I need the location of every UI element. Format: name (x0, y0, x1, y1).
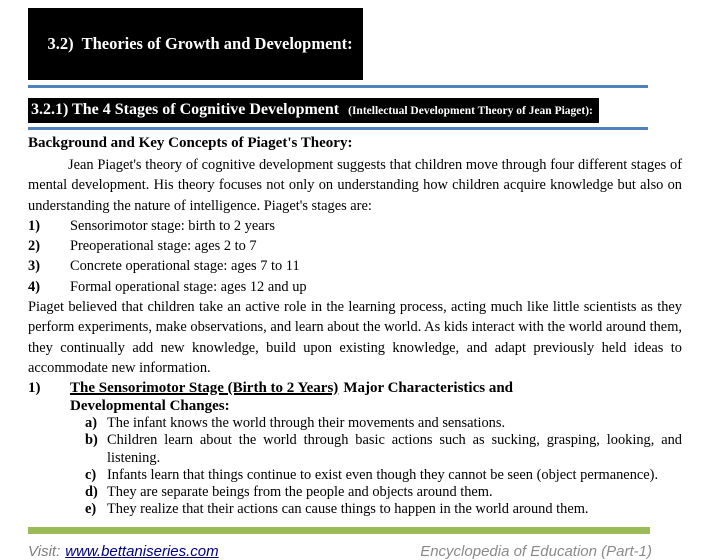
list-number: 4) (28, 278, 40, 295)
blue-divider-rule-second (28, 127, 648, 130)
list-item-stage-4 (28, 277, 682, 297)
list-item-text: Children learn about the world through basic actions such as sucking, grasping, looking, and listening. (107, 432, 682, 466)
section-title-line2: Developmental Changes: (70, 397, 230, 414)
section-heading-text: 3.2) Theories of Growth and Development: (47, 34, 353, 53)
list-letter: e) (85, 501, 97, 518)
background-subheading: Background and Key Concepts of Piaget's Theory: (28, 135, 353, 151)
list-item-text: Concrete operational stage: ages 7 to 11 (70, 258, 300, 275)
footer-green-bar (28, 527, 650, 534)
list-number: 2) (28, 238, 40, 255)
belief-paragraph: Piaget believed that children take an active role in the learning process, acting much like little scientists as they perform experiments, make observations, and learn about the world. As kids interact with the world around them, they continually add new knowledge, build upon existing knowledge, and adapt previously held ideas to accommodate new information. (28, 299, 682, 376)
list-item-text: Infants learn that things continue to exist even though they cannot be seen (object permanence). (107, 466, 659, 483)
footer-visit-group (28, 543, 219, 560)
list-number: 3) (28, 258, 40, 275)
list-item-text: They realize that their actions can cause things to happen in the world around them. (107, 501, 589, 518)
characteristic-item-c (85, 467, 682, 484)
section-heading-highlight (28, 8, 363, 80)
list-letter: a) (85, 415, 97, 432)
visit-label: Visit: (28, 543, 61, 560)
list-item-stage-1 (28, 216, 682, 236)
list-letter: d) (85, 484, 98, 501)
list-item-stage-3 (28, 256, 682, 276)
list-item-text: The infant knows the world through their movements and sensations. (107, 415, 506, 432)
subsection-heading-text: 3.2.1) The 4 Stages of Cognitive Development (31, 101, 340, 118)
section-title-rest: Major Characteristics and (343, 380, 513, 397)
website-link[interactable]: www.bettaniseries.com (65, 543, 219, 560)
edition-title: Encyclopedia of Education (Part-1) (420, 543, 652, 560)
list-item-text: They are separate beings from the people and objects around them. (107, 484, 493, 501)
subsection-heading-highlight (28, 98, 599, 123)
subsection-heading-note: (Intellectual Development Theory of Jean Piaget): (348, 105, 593, 117)
section-title (70, 380, 513, 415)
page-footer (28, 543, 652, 560)
section-number: 1) (28, 380, 41, 397)
characteristic-item-e (85, 501, 682, 518)
list-letter: c) (85, 466, 97, 483)
list-item-stage-2 (28, 236, 682, 256)
section-title-underlined: The Sensorimotor Stage (Birth to 2 Years) (70, 380, 339, 397)
list-item-text: Preoperational stage: ages 2 to 7 (70, 238, 257, 255)
intro-paragraph: Jean Piaget's theory of cognitive development suggests that children move through four different stages of mental development. His theory focuses not only on understanding how children acquire knowledge but also on understanding the nature of intelligence. Piaget's stages are: (28, 157, 682, 214)
list-item-text: Formal operational stage: ages 12 and up (70, 278, 307, 295)
list-number: 1) (28, 217, 40, 234)
list-item-text: Sensorimotor stage: birth to 2 years (70, 217, 276, 234)
blue-divider-rule-top (28, 85, 648, 88)
characteristic-item-d (85, 484, 682, 501)
sensorimotor-section-heading (28, 380, 682, 415)
characteristic-item-a (85, 415, 682, 432)
characteristic-item-b (85, 432, 682, 466)
list-letter: b) (85, 432, 98, 449)
